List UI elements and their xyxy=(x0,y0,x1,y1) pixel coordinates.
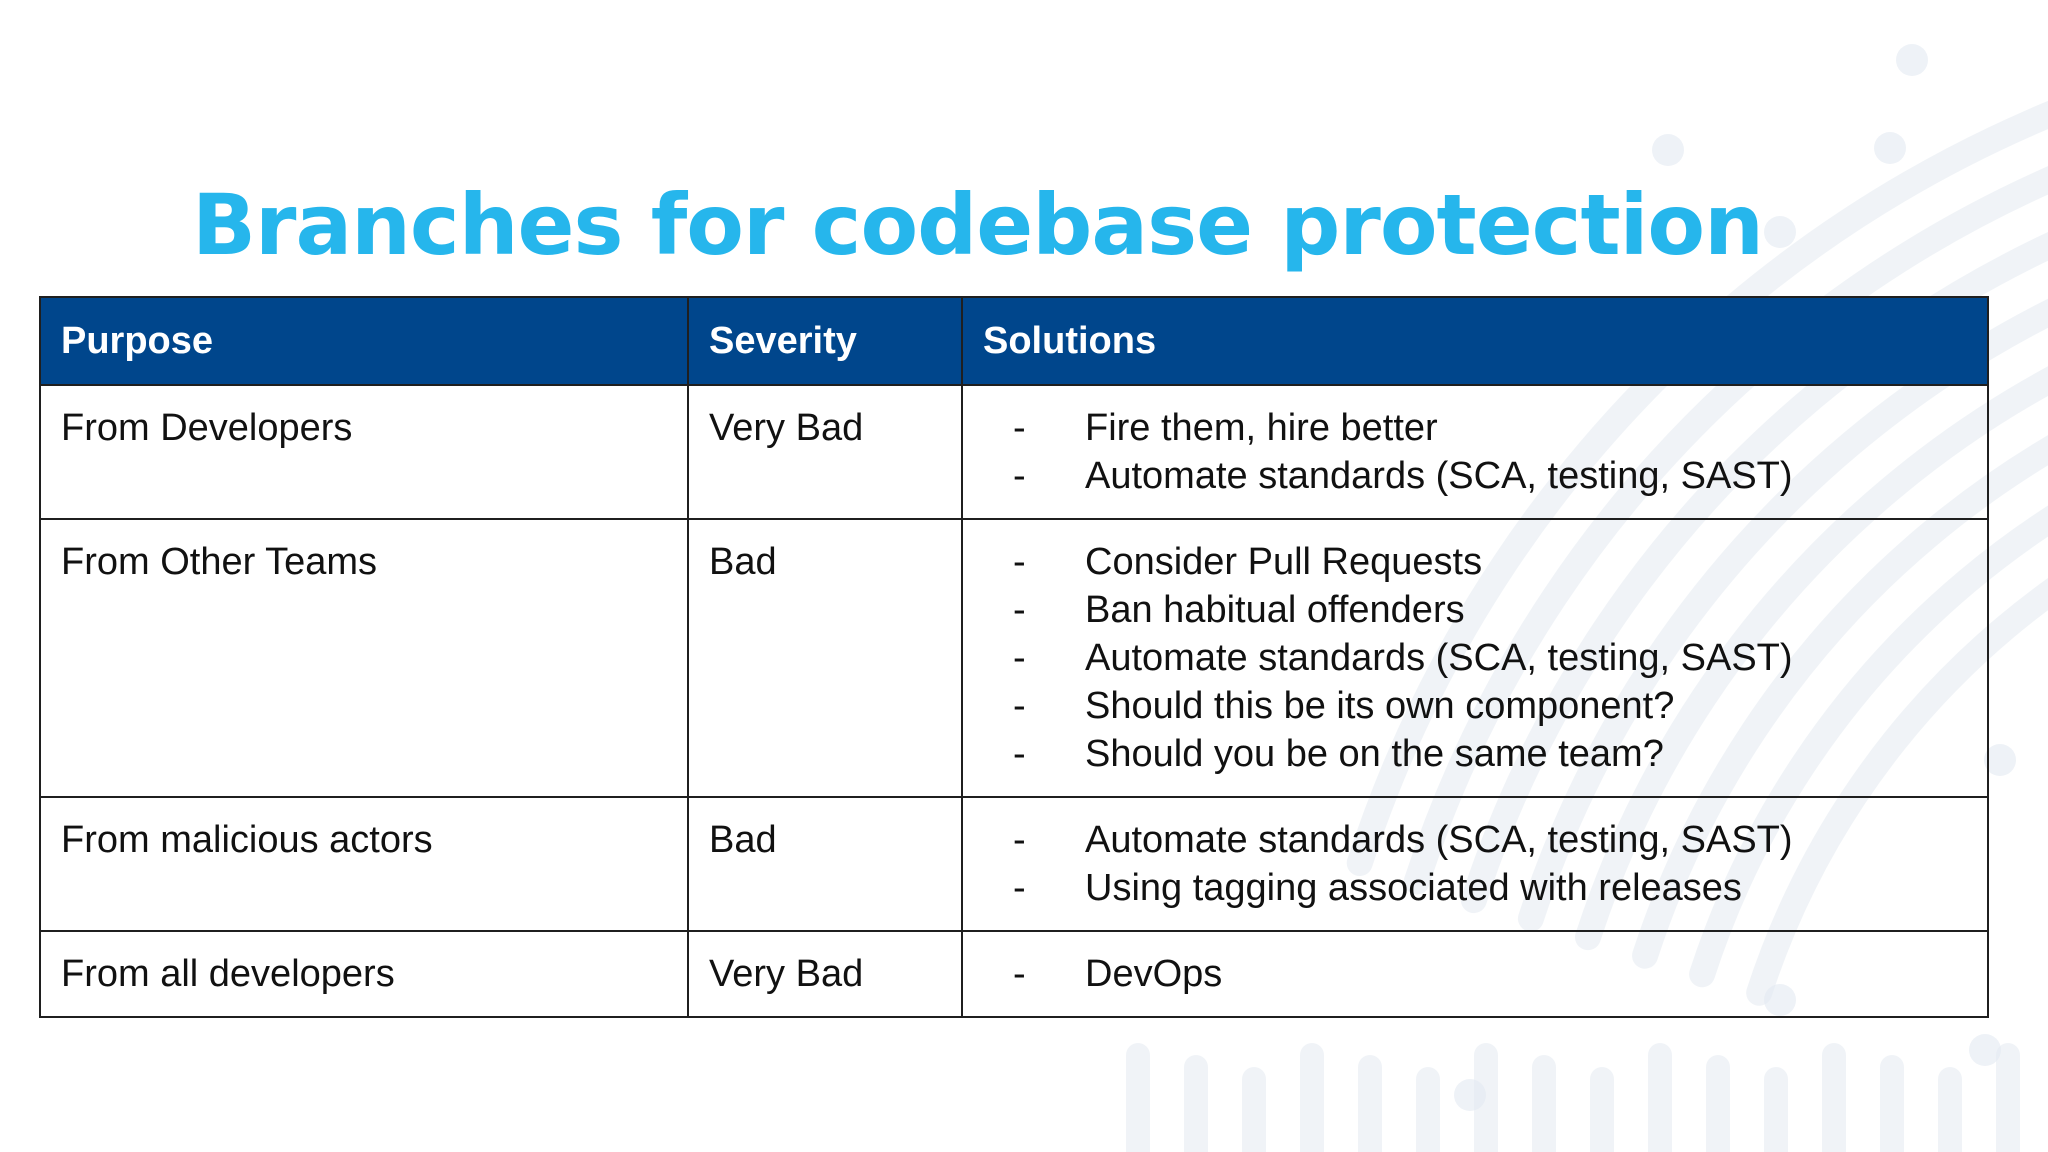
solution-text: Automate standards (SCA, testing, SAST) xyxy=(1085,637,1793,679)
decor-dot xyxy=(1652,134,1684,166)
bullet-dash: - xyxy=(1013,867,1026,909)
purpose-cell: From Other Teams xyxy=(40,519,688,797)
solutions-cell xyxy=(962,797,1988,931)
decor-dot xyxy=(1874,132,1906,164)
bullet-dash: - xyxy=(1013,685,1026,727)
purpose-cell: From all developers xyxy=(40,931,688,1017)
bullet-dash: - xyxy=(1013,541,1026,583)
solution-item xyxy=(983,404,1967,452)
decor-dot xyxy=(1454,1079,1486,1111)
bullet-dash: - xyxy=(1013,455,1026,497)
solution-item xyxy=(983,634,1967,682)
severity-cell: Very Bad xyxy=(688,931,962,1017)
table-row xyxy=(40,931,1988,1017)
bullet-dash: - xyxy=(1013,637,1026,679)
header-severity: Severity xyxy=(688,297,962,385)
table-header-row xyxy=(40,297,1988,385)
solution-item xyxy=(983,864,1967,912)
solutions-list xyxy=(983,950,1967,998)
solution-text: Consider Pull Requests xyxy=(1085,541,1483,583)
slide-title: Branches for codebase protection xyxy=(192,176,1763,274)
purpose-cell: From malicious actors xyxy=(40,797,688,931)
solution-item xyxy=(983,538,1967,586)
table-row xyxy=(40,519,1988,797)
purpose-cell: From Developers xyxy=(40,385,688,519)
decor-dot xyxy=(1969,1034,2001,1066)
solution-text: Fire them, hire better xyxy=(1085,407,1438,449)
solutions-cell xyxy=(962,519,1988,797)
bullet-dash: - xyxy=(1013,953,1026,995)
solution-item xyxy=(983,682,1967,730)
solutions-cell xyxy=(962,931,1988,1017)
solution-text: Automate standards (SCA, testing, SAST) xyxy=(1085,819,1793,861)
solution-item xyxy=(983,586,1967,634)
severity-cell: Bad xyxy=(688,797,962,931)
severity-cell: Very Bad xyxy=(688,385,962,519)
bullet-dash: - xyxy=(1013,733,1026,775)
solutions-list xyxy=(983,816,1967,912)
solutions-cell xyxy=(962,385,1988,519)
solution-text: Should you be on the same team? xyxy=(1085,733,1664,775)
solution-text: Using tagging associated with releases xyxy=(1085,867,1742,909)
decor-dot xyxy=(1896,44,1928,76)
solution-item xyxy=(983,816,1967,864)
decor-dot xyxy=(1764,216,1796,248)
table-row xyxy=(40,797,1988,931)
solution-item xyxy=(983,452,1967,500)
solutions-list xyxy=(983,538,1967,778)
table-row xyxy=(40,385,1988,519)
protection-table xyxy=(39,296,1989,1018)
solution-item xyxy=(983,950,1967,998)
bullet-dash: - xyxy=(1013,589,1026,631)
header-purpose: Purpose xyxy=(40,297,688,385)
solution-text: Automate standards (SCA, testing, SAST) xyxy=(1085,455,1793,497)
bullet-dash: - xyxy=(1013,407,1026,449)
solution-text: DevOps xyxy=(1085,953,1223,995)
bullet-dash: - xyxy=(1013,819,1026,861)
solution-item xyxy=(983,730,1967,778)
severity-cell: Bad xyxy=(688,519,962,797)
solution-text: Should this be its own component? xyxy=(1085,685,1675,727)
solutions-list xyxy=(983,404,1967,500)
solution-text: Ban habitual offenders xyxy=(1085,589,1465,631)
header-solutions: Solutions xyxy=(962,297,1988,385)
